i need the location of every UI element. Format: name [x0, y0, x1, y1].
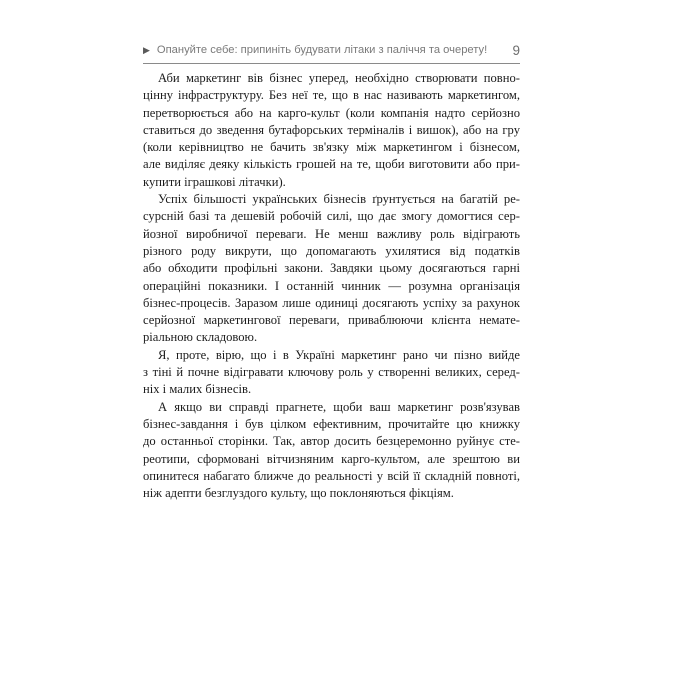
text-line: перетворюється або на карго-культ (коли компанія надто серйозно — [143, 105, 520, 120]
text-line: операційні показники. І останній чинник — розумна організація — [143, 278, 520, 293]
text-line: або обходити профільні закони. Завдяки цьому досягаються гарні — [143, 261, 520, 276]
paragraph — [143, 191, 520, 347]
text-line: реотипи, сформовані вітчизняним карго-культом, але зрештою ви — [143, 451, 520, 466]
text-line: різного роду викрути, що допомагають ухилятися від податків — [143, 243, 520, 258]
text-line: йозної виробничої переваги. Не менш важливу роль відіграють — [143, 226, 520, 241]
text-line: купити іграшкові літачки). — [143, 174, 286, 189]
text-line: сурсній базі та дешевій робочій силі, що дає змогу домогтися сер- — [143, 209, 520, 224]
text-line: опинитеся набагато ближче до реальності у всій її складній повноті, — [143, 468, 520, 483]
play-triangle-icon: ▶ — [143, 45, 150, 55]
text-line: (коли керівництво не бачить зв'язку між маркетингом і бізнесом, — [143, 140, 520, 155]
text-line: бізнес-завдання і був цілком ефективним, прочитайте цю книжку — [143, 416, 520, 431]
page-number: 9 — [512, 43, 520, 58]
text-line: серйозної маркетингової переваги, приваблюючи клієнта немате- — [143, 313, 520, 328]
text-line: ставиться до зведення бутафорських терміналів і вишок), або на гру — [143, 122, 520, 137]
text-line: А якщо ви справді прагнете, щоби ваш маркетинг розв'язував — [158, 399, 520, 414]
text-line: Я, проте, вірю, що і в Україні маркетинг рано чи пізно вийде — [158, 347, 520, 362]
text-line: ніж адепти безглуздого культу, що поклоняються фікціям. — [143, 486, 454, 501]
text-line: ріальною складовою. — [143, 330, 258, 345]
text-line: ніх і малих бізнесів. — [143, 382, 252, 397]
text-line: до останньої сторінки. Так, автор досить безцеремонно руйнує сте- — [143, 434, 520, 449]
paragraph — [143, 70, 520, 191]
text-line: з тіні й почне відігравати ключову роль у створенні великих, серед- — [143, 365, 520, 380]
paragraph — [143, 399, 520, 503]
body-text — [143, 70, 520, 502]
running-header — [143, 43, 520, 64]
running-header-title: Опануйте себе: припиніть будувати літаки з паліччя та очерету! — [156, 44, 488, 56]
text-line: цінну інфраструктуру. Без неї те, що в нас називають маркетингом, — [143, 88, 520, 103]
paragraph — [143, 347, 520, 399]
text-line: Успіх більшості українських бізнесів ґрунтується на багатій ре- — [158, 192, 520, 207]
text-line: але виділяє деяку кількість грошей на те, щоби виготовити або при- — [143, 157, 520, 172]
text-line: бізнес-процесів. Заразом лише одиниці досягають успіху за рахунок — [143, 295, 520, 310]
text-line: Аби маркетинг вів бізнес уперед, необхідно створювати повно- — [158, 71, 520, 85]
